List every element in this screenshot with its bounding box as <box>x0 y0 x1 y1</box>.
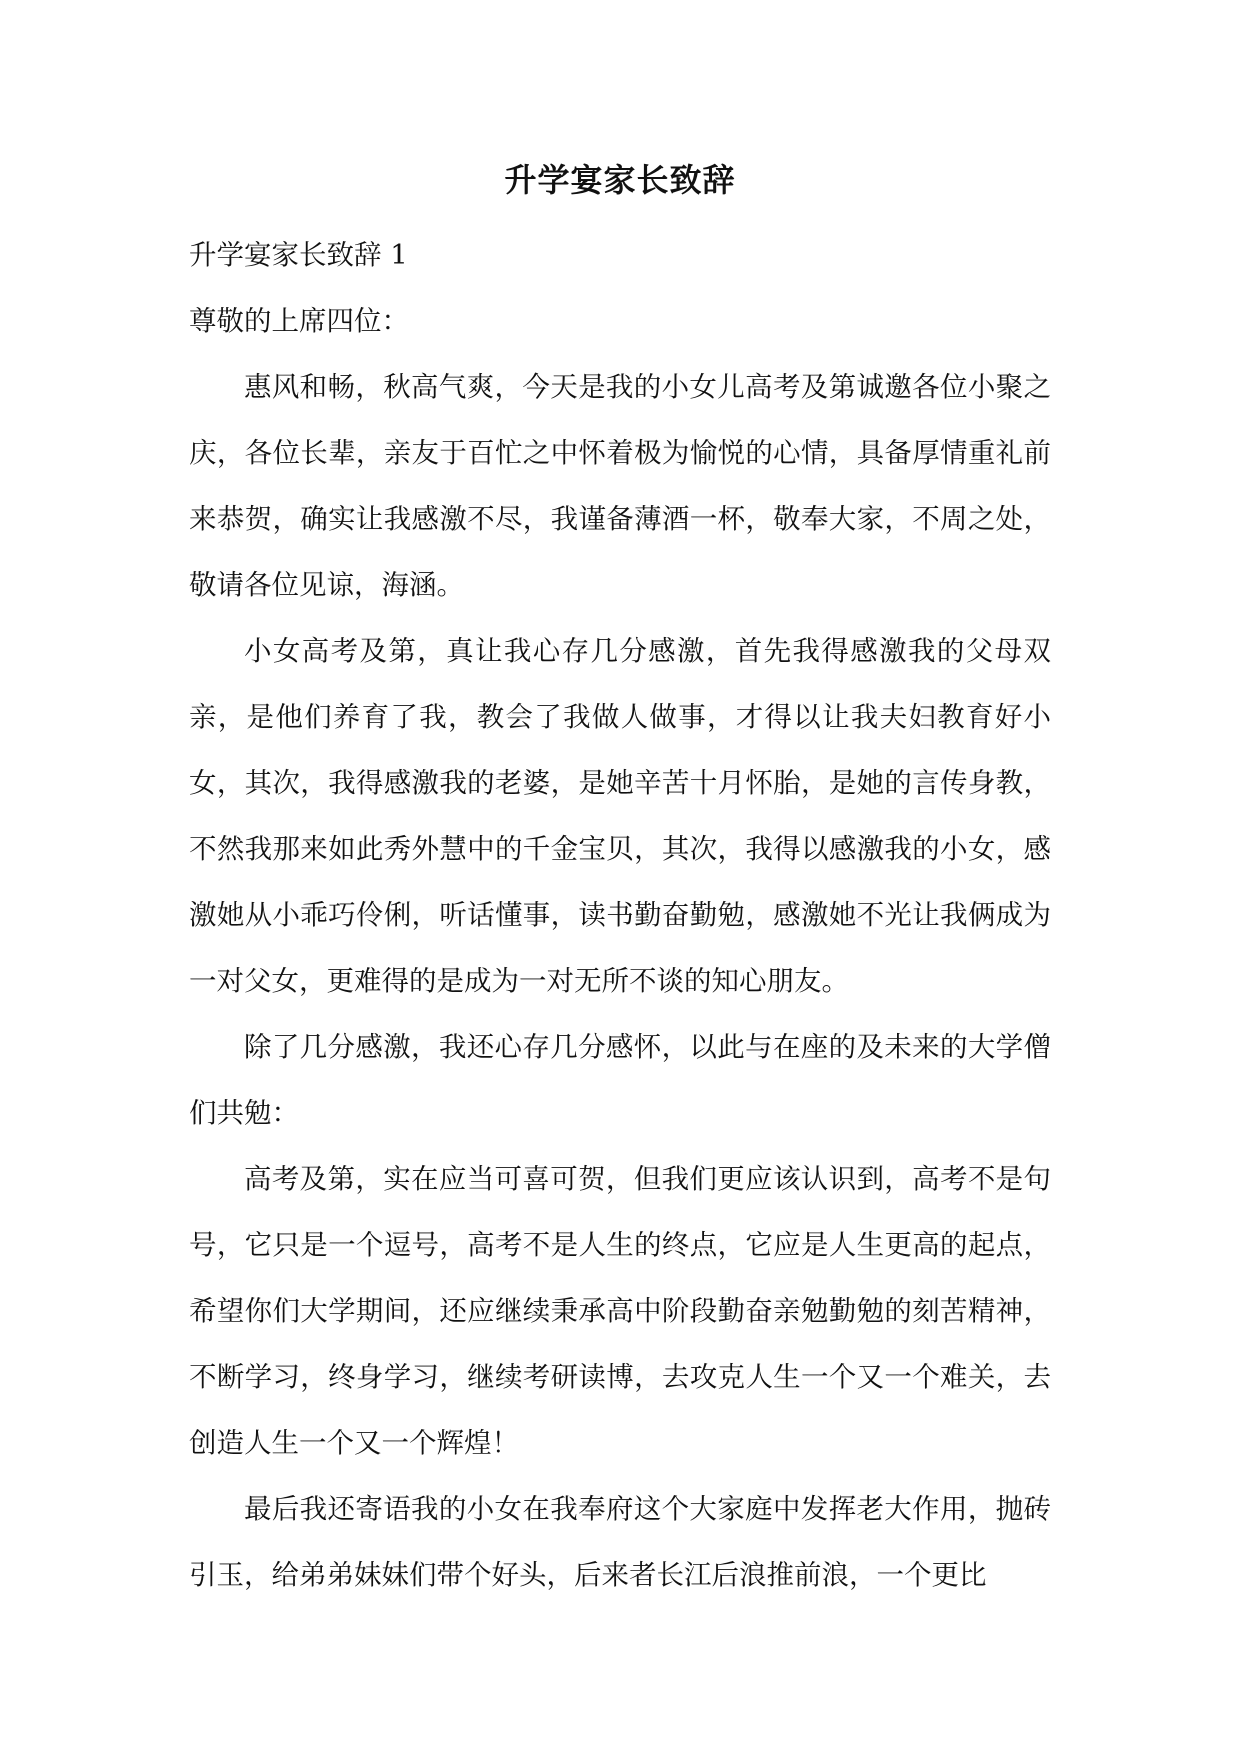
paragraph-1: 惠风和畅，秋高气爽，今天是我的小女儿高考及第诚邀各位小聚之庆，各位长辈，亲友于百忙之中怀着极为愉悦的心情，具备厚情重礼前来恭贺，确实让我感激不尽，我谨备薄酒一杯，敬奉大家，不周之处，敬请各位见谅，海涵。 <box>189 371 1051 601</box>
section-heading: 升学宴家长致辞 1 <box>189 239 408 271</box>
paragraph-4: 高考及第，实在应当可喜可贺，但我们更应该认识到，高考不是句号，它只是一个逗号，高考不是人生的终点，它应是人生更高的起点，希望你们大学期间，还应继续秉承高中阶段勤奋亲勉勤勉的刻苦精神，不断学习，终身学习，继续考研读博，去攻克人生一个又一个难关，去创造人生一个又一个辉煌！ <box>189 1163 1051 1459</box>
salutation: 尊敬的上席四位： <box>189 305 409 337</box>
paragraph-5: 最后我还寄语我的小女在我奉府这个大家庭中发挥老大作用，抛砖引玉，给弟弟妹妹们带个好头，后来者长江后浪推前浪，一个更比 <box>189 1493 1051 1591</box>
paragraph-3: 除了几分感激，我还心存几分感怀，以此与在座的及未来的大学僧们共勉： <box>189 1031 1051 1129</box>
document-body <box>189 158 1051 1608</box>
paragraph-2: 小女高考及第，真让我心存几分感激，首先我得感激我的父母双亲，是他们养育了我，教会了我做人做事，才得以让我夫妇教育好小女，其次，我得感激我的老婆，是她辛苦十月怀胎，是她的言传身教，不然我那来如此秀外慧中的千金宝贝，其次，我得以感激我的小女，感激她从小乖巧伶俐，听话懂事，读书勤奋勤勉，感激她不光让我俩成为一对父女，更难得的是成为一对无所不谈的知心朋友。 <box>189 635 1051 997</box>
document-title: 升学宴家长致辞 <box>504 161 736 199</box>
